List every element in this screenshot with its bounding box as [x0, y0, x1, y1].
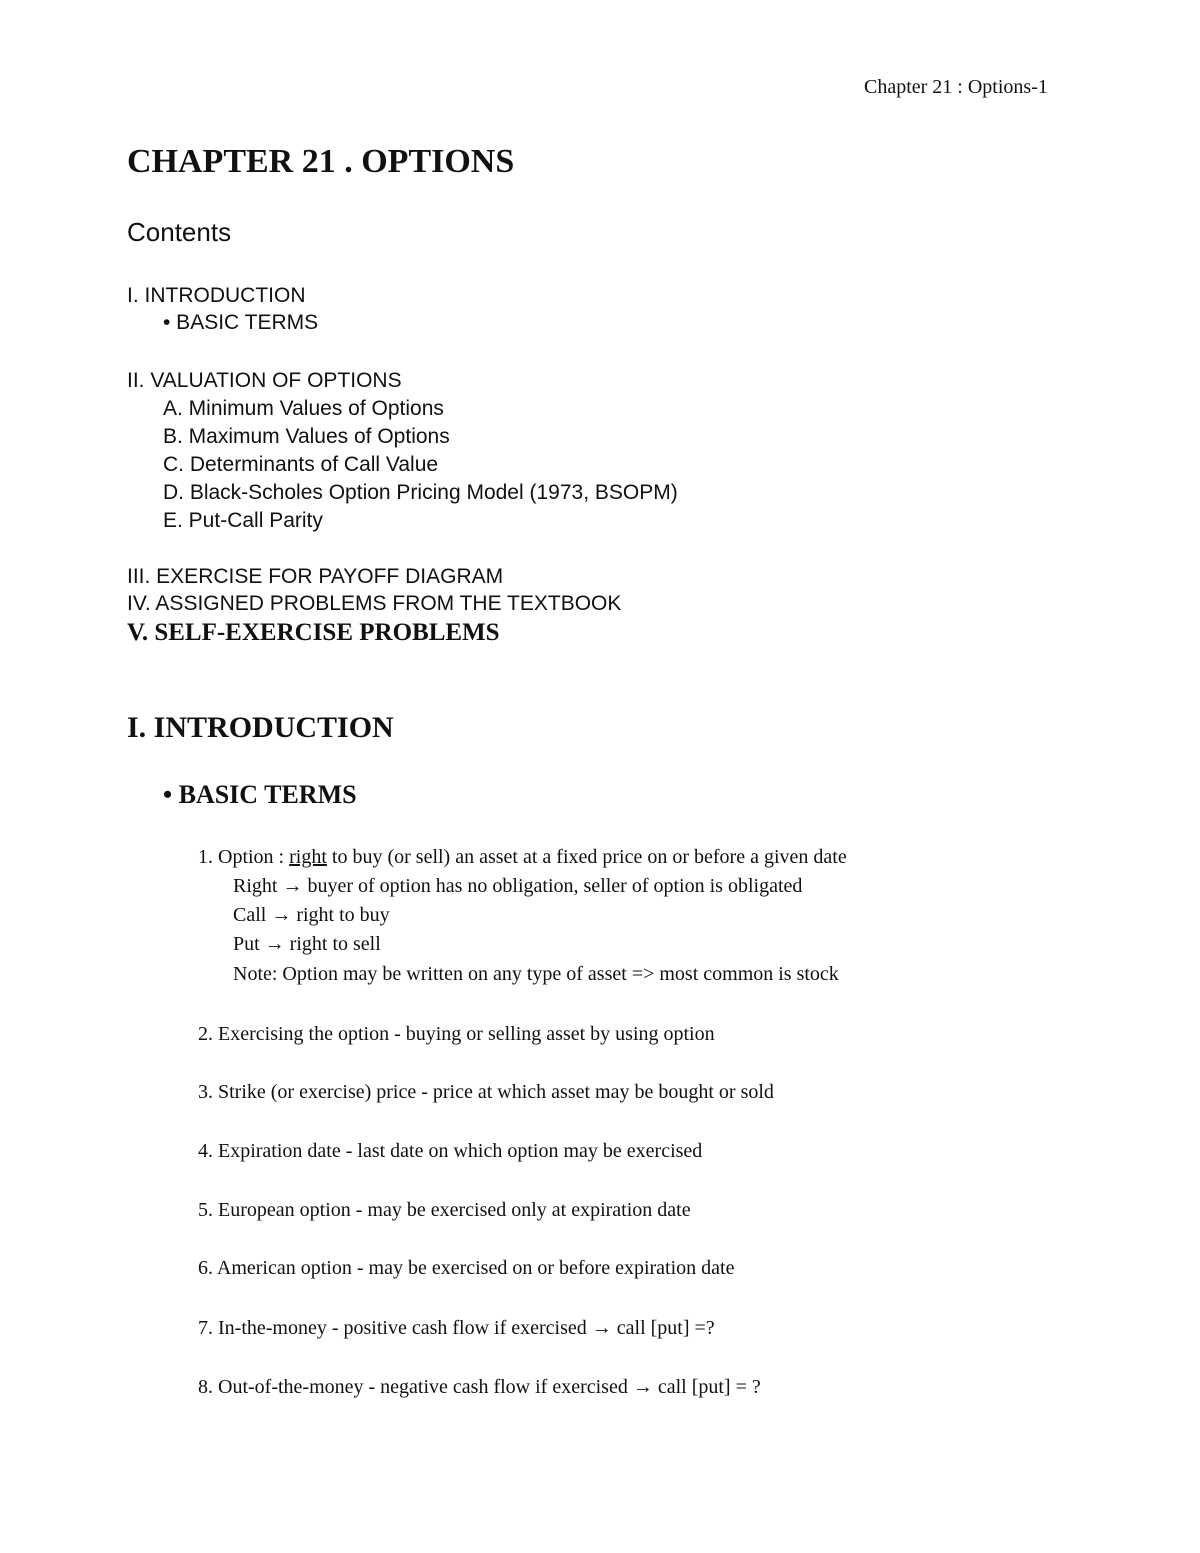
- toc-section-2: II. VALUATION OF OPTIONS: [127, 369, 402, 392]
- term-1-rest: to buy (or sell) an asset at a fixed price on or before a given date: [326, 846, 847, 868]
- contents-heading: Contents: [127, 217, 232, 247]
- term-4: 4. Expiration date - last date on which option may be exercised: [198, 1140, 703, 1162]
- term-5: 5. European option - may be exercised only at expiration date: [198, 1199, 691, 1221]
- term-1-underlined: right: [289, 846, 327, 868]
- toc-section-1: I. INTRODUCTION: [127, 284, 306, 307]
- term-1: [198, 846, 847, 869]
- term-8: 8. Out-of-the-money - negative cash flow if exercised → call [put] = ?: [198, 1376, 761, 1398]
- term-1-line-right: Right → buyer of option has no obligation, seller of option is obligated: [233, 875, 803, 897]
- toc-section-2-item-e: E. Put-Call Parity: [163, 509, 323, 532]
- term-1-line-call: Call → right to buy: [233, 904, 390, 926]
- intro-heading: I. INTRODUCTION: [127, 711, 394, 744]
- toc-section-1-sub: • BASIC TERMS: [163, 311, 319, 334]
- running-header: Chapter 21 : Options-1: [864, 76, 1048, 98]
- toc-section-3: III. EXERCISE FOR PAYOFF DIAGRAM: [127, 565, 504, 588]
- basic-terms-heading: • BASIC TERMS: [163, 780, 357, 809]
- toc-section-2-item-b: B. Maximum Values of Options: [163, 425, 450, 448]
- toc-section-4: IV. ASSIGNED PROBLEMS FROM THE TEXTBOOK: [127, 592, 622, 615]
- chapter-title: CHAPTER 21 . OPTIONS: [127, 143, 515, 180]
- term-1-line-note: Note: Option may be written on any type of asset => most common is stock: [233, 963, 839, 985]
- term-3: 3. Strike (or exercise) price - price at which asset may be bought or sold: [198, 1081, 774, 1103]
- term-7: 7. In-the-money - positive cash flow if exercised → call [put] =?: [198, 1317, 715, 1339]
- term-1-line-put: Put → right to sell: [233, 933, 381, 955]
- toc-section-2-item-a: A. Minimum Values of Options: [163, 397, 444, 420]
- toc-section-5: V. SELF-EXERCISE PROBLEMS: [127, 619, 500, 646]
- term-1-prefix: 1. Option :: [198, 846, 290, 868]
- toc-section-2-item-d: D. Black-Scholes Option Pricing Model (1973, BSOPM): [163, 481, 678, 504]
- term-2: 2. Exercising the option - buying or selling asset by using option: [198, 1023, 715, 1045]
- toc-section-2-item-c: C. Determinants of Call Value: [163, 453, 439, 476]
- term-6: 6. American option - may be exercised on or before expiration date: [198, 1257, 735, 1279]
